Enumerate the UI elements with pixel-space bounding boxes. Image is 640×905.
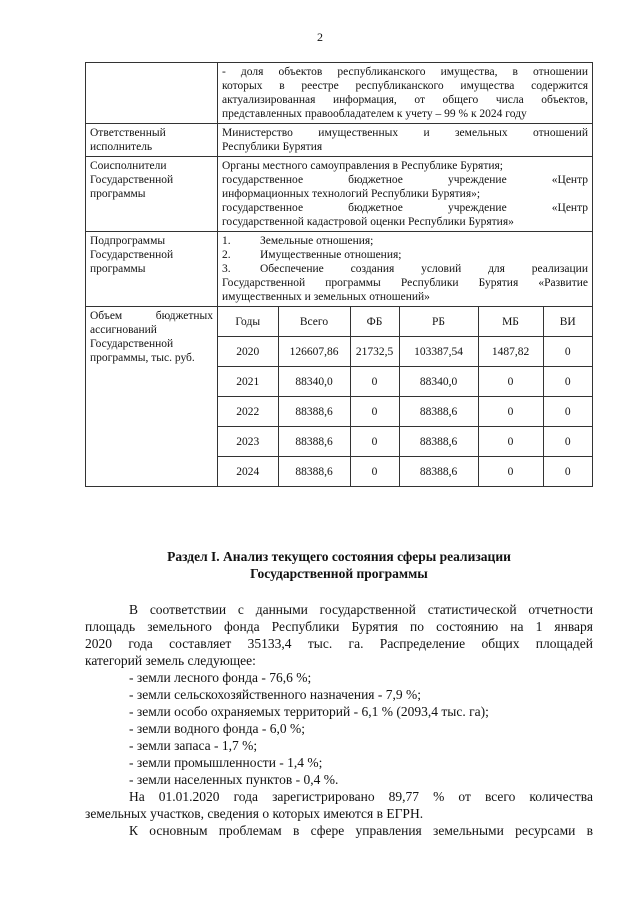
subprogram-item <box>222 234 588 248</box>
budget-value-cell: 88340,0 <box>278 367 350 397</box>
budget-year-cell: 2021 <box>218 367 278 397</box>
registration-line: земельных участков, сведения о которых имеются в ЕГРН. <box>85 806 424 821</box>
subprograms-row <box>86 232 593 307</box>
land-category-item: - земли сельскохозяйственного назначения - 7,9 %; <box>129 687 422 702</box>
label-line: Соисполнители <box>90 160 167 172</box>
budget-header-row <box>218 307 592 337</box>
budget-value-cell: 0 <box>543 397 592 427</box>
land-category-item: - земли населенных пунктов - 0,4 %. <box>129 772 339 787</box>
land-category-item: - земли водного фонда - 6,0 %; <box>129 721 305 736</box>
land-category-item: - земли промышленности - 1,4 %; <box>129 755 323 770</box>
registration-line: На 01.01.2020 года зарегистрировано 89,77 % от всего количества <box>129 789 593 804</box>
land-category-item: - земли лесного фонда - 76,6 %; <box>129 670 312 685</box>
problems-line: К основным проблемам в сфере управления земельными ресурсами в <box>129 823 593 838</box>
budget-year-row <box>218 457 592 487</box>
budget-row <box>86 307 593 487</box>
subprogram-number: 1. <box>222 235 231 247</box>
value-line: государственное бюджетное учреждение «Центр <box>222 202 588 214</box>
label-line: программы <box>90 263 146 275</box>
budget-year-row <box>218 337 592 367</box>
budget-value-cell: 0 <box>350 427 399 457</box>
section-heading-line: Государственной программы <box>250 566 428 581</box>
land-category-item: - земли особо охраняемых территорий - 6,1 % (2093,4 тыс. га); <box>129 704 489 719</box>
section-body <box>85 601 593 839</box>
budget-value-cell: 0 <box>350 457 399 487</box>
coexecutors-value <box>218 157 593 232</box>
label-line: исполнитель <box>90 141 153 153</box>
budget-year-row <box>218 367 592 397</box>
budget-value-cell: 88388,6 <box>399 397 478 427</box>
budget-value-cell: 0 <box>543 337 592 367</box>
indicator-line: которых в реестре республиканского имущества содержится <box>222 80 588 92</box>
label-line: Государственной <box>90 249 174 261</box>
coexecutors-label <box>86 157 218 232</box>
budget-year-row <box>218 427 592 457</box>
section-heading <box>85 548 593 582</box>
indicator-line: - доля объектов республиканского имущества, в отношении <box>222 66 588 78</box>
subprogram-number: 2. <box>222 249 231 261</box>
budget-value-cell: 103387,54 <box>399 337 478 367</box>
subprogram-text-continued: Государственной программы Республики Бурятия «Развитие <box>222 277 588 289</box>
budget-value-cell: 0 <box>543 457 592 487</box>
subprogram-text: Земельные отношения; <box>260 235 374 247</box>
budget-value-cell: 0 <box>478 457 543 487</box>
value-line: Органы местного самоуправления в Республике Бурятия; <box>222 160 503 172</box>
subprogram-item <box>222 248 588 262</box>
budget-value-cell: 0 <box>478 427 543 457</box>
label-line: Подпрограммы <box>90 235 166 247</box>
budget-value-cell: 126607,86 <box>278 337 350 367</box>
intro-line: категорий земель следующее: <box>85 653 256 668</box>
budget-year-cell: 2020 <box>218 337 278 367</box>
coexecutors-row <box>86 157 593 232</box>
label-line: ассигнований <box>90 324 157 336</box>
budget-value-cell: 0 <box>350 397 399 427</box>
value-line: государственное бюджетное учреждение «Центр <box>222 174 588 186</box>
responsible-row <box>86 124 593 157</box>
budget-value-cell: 88388,6 <box>278 397 350 427</box>
budget-value-cell: 1487,82 <box>478 337 543 367</box>
budget-year-cell: 2022 <box>218 397 278 427</box>
label-line: Ответственный <box>90 127 166 139</box>
budget-value-cell: 88388,6 <box>399 457 478 487</box>
value-line: информационных технологий Республики Бурятия»; <box>222 188 481 200</box>
subprogram-text: Имущественные отношения; <box>260 249 402 261</box>
budget-header-cell: РБ <box>399 307 478 337</box>
indicator-row <box>86 63 593 124</box>
budget-table <box>218 307 592 486</box>
responsible-label <box>86 124 218 157</box>
subprograms-value <box>218 232 593 307</box>
budget-value-cell: 21732,5 <box>350 337 399 367</box>
budget-header-cell: ВИ <box>543 307 592 337</box>
budget-value-cell: 0 <box>350 367 399 397</box>
budget-label <box>86 307 218 487</box>
value-line: Республики Бурятия <box>222 141 323 153</box>
label-line: Государственной <box>90 174 174 186</box>
indicator-value-cell <box>218 63 593 124</box>
responsible-value <box>218 124 593 157</box>
budget-value-cell: 0 <box>478 367 543 397</box>
subprograms-label <box>86 232 218 307</box>
subprogram-text-continued: имущественных и земельных отношений» <box>222 291 430 303</box>
land-category-list <box>85 669 593 788</box>
budget-year-cell: 2023 <box>218 427 278 457</box>
land-category-item: - земли запаса - 1,7 %; <box>129 738 258 753</box>
budget-year-row <box>218 397 592 427</box>
budget-value-cell: 88388,6 <box>278 427 350 457</box>
indicator-line: актуализированная информация, от общего числа объектов, <box>222 94 588 106</box>
budget-header-cell: ФБ <box>350 307 399 337</box>
budget-value-cell: 88388,6 <box>278 457 350 487</box>
label-line: Государственной <box>90 338 174 350</box>
intro-line: площадь земельного фонда Республики Бурятия по состоянию на 1 января <box>85 619 593 634</box>
budget-table-cell <box>218 307 593 487</box>
indicator-label-cell <box>86 63 218 124</box>
label-line: программы <box>90 188 146 200</box>
intro-line: 2020 года составляет 35133,4 тыс. га. Распределение общих площадей <box>85 636 593 651</box>
budget-year-cell: 2024 <box>218 457 278 487</box>
budget-value-cell: 0 <box>478 397 543 427</box>
intro-line: В соответствии с данными государственной статистической отчетности <box>129 602 593 617</box>
section-heading-line: Раздел I. Анализ текущего состояния сферы реализации <box>167 549 511 564</box>
subprogram-item <box>222 262 588 276</box>
budget-header-cell: МБ <box>478 307 543 337</box>
value-line: Министерство имущественных и земельных отношений <box>222 127 588 139</box>
budget-value-cell: 88340,0 <box>399 367 478 397</box>
subprogram-text: Обеспечение создания условий для реализации <box>260 263 588 275</box>
label-line: Объем бюджетных <box>90 310 213 322</box>
budget-value-cell: 88388,6 <box>399 427 478 457</box>
subprogram-number: 3. <box>222 263 231 275</box>
program-passport-table <box>85 62 593 487</box>
budget-value-cell: 0 <box>543 367 592 397</box>
value-line: государственной кадастровой оценки Республики Бурятия» <box>222 216 514 228</box>
budget-value-cell: 0 <box>543 427 592 457</box>
indicator-line: представленных правообладателем к учету – 99 % к 2024 году <box>222 108 527 120</box>
label-line: программы, тыс. руб. <box>90 352 195 364</box>
page-number: 2 <box>317 30 323 44</box>
budget-header-cell: Годы <box>218 307 278 337</box>
budget-header-cell: Всего <box>278 307 350 337</box>
